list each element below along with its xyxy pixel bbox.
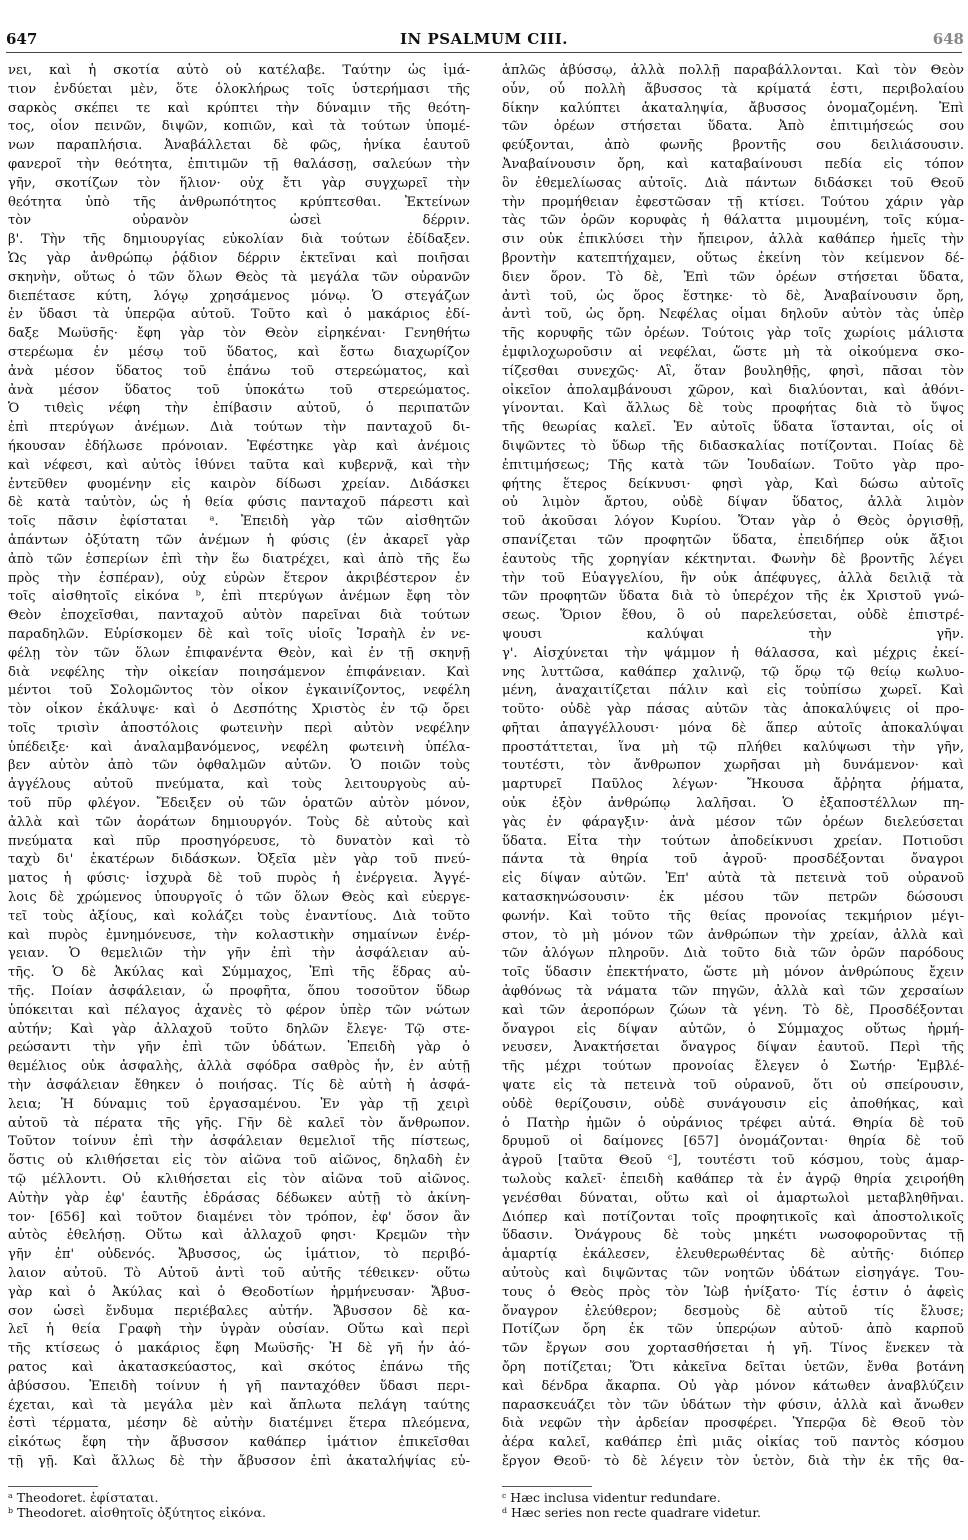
text-line: ἀβύσσου. Ἐπειδὴ τοίνυν ἡ γῆ πανταχόθεν ὕδασι περι- [8, 1378, 470, 1394]
text-line: ἐμφιλοχωροῦσιν αἱ νεφέλαι, ὥστε μὴ τὰ οἰκούμενα σκο- [502, 344, 964, 360]
text-line: Ὡς γὰρ ἀνθρώπῳ ῥᾴδιον δέρριν ἐκτεῖναι καὶ ποιῆσαι [8, 250, 470, 266]
running-title: IN PSALMUM CIII. [400, 30, 568, 48]
text-line: οἰκεῖον ἀπολαμβάνουσι χῶρον, καὶ διαλύονται, καὶ ἀθόνι- [502, 382, 964, 398]
text-line: ρατος καὶ ἀκατασκεύαστος, καὶ σκότος ἐπάνω τῆς [8, 1359, 470, 1375]
text-line: δίκην καλύπτει ἀκαταληψία, ἄβυσσος ὀνομαζομένη. Ἐπὶ [502, 100, 964, 116]
text-line: ἔργον Θεοῦ· τὸ δὲ λέγειν τὸν ὑετὸν, διὰ τὴν ἐκ τῆς θα- [502, 1453, 964, 1469]
page-header [0, 0, 968, 56]
text-line: ἀγγέλους αὐτοῦ πνεύματα, καὶ τοὺς λειτουργοὺς αὐ- [8, 777, 470, 793]
text-line: Τοῦτον τοίνυν ἐπὶ τὴν ἀσφάλειαν θεμελιοῖ τῆς πίστεως, [8, 1134, 470, 1150]
text-line: ἐν ὕδασι τὰ ὑπερῷα αὐτοῦ. Τοῦτο καὶ ὁ μακάριος ἐδί- [8, 307, 470, 323]
text-line: τοῖς πᾶσιν ἐφίσταται ᵃ. Ἐπειδὴ γὰρ τῶν αἰσθητῶν [8, 514, 470, 530]
footnotes-left [8, 1490, 470, 1520]
text-line: τους ὁ Θεὸς πρὸς τὸν Ἰὼβ ἠνίξατο· Τίς ἐστιν ὁ ἀφεὶς [502, 1284, 964, 1300]
text-line: θεότητα ὑπὸ τῆς ἀνθρωπότητος κρύπτεσθαι. Ἐκτείνων [8, 194, 470, 210]
text-line: καὶ δένδρα ἄκαρπα. Οὐ γὰρ μόνον κάτωθεν ἀναβλύζειν [502, 1378, 964, 1394]
text-line: ἀνὰ μέσον ὕδατος τοῦ ὑποκάτω τοῦ στερεώματος. [8, 382, 470, 398]
text-line: διψῶντες τὸ ὕδωρ τῆς διδασκαλίας ποτίζονται. Ποίας δὲ [502, 438, 964, 454]
footnotes-right [502, 1490, 964, 1520]
text-line: ἀγροῦ [ταῦτα Θεοῦ ᶜ], τουτέστι τοῦ κόσμου, τοὺς ἁμαρ- [502, 1153, 964, 1169]
text-line: παρασκευάζει τὸν τῶν ὑδάτων τὴν φύσιν, ἀλλὰ καὶ ἄνωθεν [502, 1397, 964, 1413]
text-line: παραδηλῶν. Εὑρίσκομεν δὲ καὶ τοῖς υἱοῖς Ἰσραὴλ ἐν νε- [8, 626, 470, 642]
text-line: ἐντεῦθεν φυομένην εἰς καιρὸν δίδωσι χρείαν. Διδάσκει [8, 476, 470, 492]
text-line: γ'. Αἰσχύνεται τὴν ψάμμον ἡ θάλασσα, καὶ μέχρις ἐκεί- [502, 645, 964, 661]
text-line: ἑαυτοὺς τῆς χορηγίαν κέκτηνται. Φωνὴν δὲ βροντῆς λέγει [502, 551, 964, 567]
text-line: προστάττεται, ἵνα μὴ τῷ πλήθει καλύψωσι τὴν γῆν, [502, 739, 964, 755]
text-line: αὐτήν; Καὶ γὰρ ἀλλαχοῦ τοῦτο δηλῶν ἔλεγε· Τῷ στε- [8, 1021, 470, 1037]
text-line: φεύξονται, ἀπὸ φωνῆς βροντῆς σου δειλιάσουσιν. [502, 138, 964, 154]
footnote: ᵇ Theodoret. αἰσθητοῖς ὀξύτητος εἰκόνα. [8, 1505, 266, 1520]
text-line: ὕδασιν. Ὀνάγρους δὲ τοὺς μηκέτι νωσοφοροῦντας τῇ [502, 1228, 964, 1244]
text-line: ὁ Πατὴρ ἡμῶν ὁ οὐράνιος τρέφει αὐτά. Θηρία δὲ τοῦ [502, 1115, 964, 1131]
footnote-rule-left [8, 1486, 98, 1487]
text-line: τοῖς ὕδασιν ἐπεκτήνατο, ὥστε μὴ μόνον ἀνθρώπους ἔχειν [502, 965, 964, 981]
text-line: τοῦ ἀκοῦσαι λόγον Κυρίου. Ὅταν γὰρ ὁ Θεὸς ὀργισθῇ, [502, 514, 964, 530]
text-line: τὸν οἶκον ἐκάλυψε· καὶ ὁ Δεσπότης Χριστὸς ἐν τῷ ὄρει [8, 702, 470, 718]
text-line: ἀπὸ τῶν ἑσπερίων ἐπὶ τὴν ἕω διατρέχει, καὶ ἀπὸ τῆς ἕω [8, 551, 470, 567]
text-line: Διόπερ καὶ ποτίζονται τοῖς προφητικοῖς καὶ ἀποστολικοῖς [502, 1209, 964, 1225]
text-line: ἀντὶ τοῦ, ὡς ὄρη. Νεφέλας οἶμαι δηλοῦν αὐτὸν τὰς ὑπὲρ [502, 307, 964, 323]
text-line: μέντοι τοῦ Σολομῶντος τὸν οἶκον ἐγκαινίζοντος, νεφέλη [8, 683, 470, 699]
footnote-rule-right [502, 1486, 592, 1487]
text-line: ματος ἡ φύσις· ἰσχυρὰ δὲ τοῦ πυρὸς ἡ ἐνέργεια. Ἀγγέ- [8, 871, 470, 887]
text-line: γειαν. Ὁ θεμελιῶν τὴν γῆν ἐπὶ τὴν ἀσφάλειαν αὐ- [8, 946, 470, 962]
text-line: τῆς θεωρίας καλεῖ. Ἐν αὐτοῖς ὕδατα ἵστανται, οἷς οἱ [502, 420, 964, 436]
text-line: νευσεν, Ἀνακτήσεται ὄναγρος δίψαν ἑαυτοῦ. Περὶ τῆς [502, 1040, 964, 1056]
header-rule [6, 52, 962, 53]
text-line: νει, καὶ ἡ σκοτία αὐτὸ οὐ κατέλαβε. Ταύτην ὡς ἱμά- [8, 63, 470, 78]
text-line: ψατε εἰς τὰ πετεινὰ τοῦ οὐρανοῦ, ὅτι οὐ σπείρουσιν, [502, 1078, 964, 1094]
text-line: γίνονται. Καὶ ἄλλως δὲ τοὺς προφήτας διὰ τὸ ὕψος [502, 401, 964, 417]
text-line: διεπέτασε κύτη, λόγῳ χρησάμενος μόνῳ. Ὁ στεγάζων [8, 288, 470, 304]
text-line: ἁμαρτίᾳ ἐκάλεσεν, ἐλευθερωθέντας δὲ αὐτῆς· διόπερ [502, 1247, 964, 1263]
text-line: σπανίζεται τῶν προφητῶν ὕδατα, ἐπειδήπερ οὐκ ἄξιοι [502, 532, 964, 548]
text-line: τοῦτο· οὐδὲ γὰρ πάσας αὐτῶν τὰς ἀποκαλύψεις οἱ προ- [502, 702, 964, 718]
text-line: αὐτοῦ τὰ πέρατα τῆς γῆς. Γῆν δὲ καλεῖ τὸν ἄνθρωπον. [8, 1115, 470, 1131]
text-line: ὄναγρον ἐλεύθερον; δεσμοὺς δὲ αὐτοῦ τίς ἔλυσε; [502, 1303, 964, 1319]
text-line: δὲ κατὰ ταὐτὸν, ὡς ἡ θεία φύσις πανταχοῦ πάρεστι καὶ [8, 495, 470, 511]
text-line: τῇ γῇ. Καὶ ἄλλως δὲ τὴν ἄβυσσον ἐπὶ ἀκαταλήψίας εὑ- [8, 1453, 470, 1469]
text-line: πρὸς τὴν ἑσπέραν), οὐχ εὑρὼν ἕτερον ἀκριβέστερον ἐν [8, 570, 470, 586]
text-line: ὃν ἐθεμελίωσας αὐτοῖς. Διὰ πάντων διδάσκει τοῦ Θεοῦ [502, 175, 964, 191]
text-line: νων παραπλήσια. Ἀναβάλλεται δὲ φῶς, ἡνίκα ἑαυτοῦ [8, 138, 470, 154]
text-line: πνεύματα καὶ πῦρ προσηγόρευσε, τὸ δυνατὸν καὶ τὸ [8, 833, 470, 849]
text-line: Θεὸν ἐποχεῖσθαι, πανταχοῦ αὐτὸν παρεῖναι διὰ τούτων [8, 608, 470, 624]
text-line: τὴν ἀσφάλειαν ἔθηκεν ὁ ποιήσας. Τίς δὲ αὐτὴ ἡ ἀσφά- [8, 1078, 470, 1094]
text-line: φέλῃ τὸν τῶν ὅλων ἐπιφανέντα Θεὸν, καὶ ἐν τῇ σκηνῇ [8, 645, 470, 661]
text-line: βεν αὐτὸν ἀπὸ τῶν ὀφθαλμῶν αὐτῶν. Ὁ ποιῶν τοὺς [8, 758, 470, 774]
text-line: Αὐτὴν γὰρ ἐφ' ἑαυτῆς ἑδράσας δέδωκεν αὐτῇ τὸ ἀκίνη- [8, 1190, 470, 1206]
text-line: ψουσι καλύψαι τὴν γῆν. [502, 626, 964, 642]
text-line: οὐδὲ θερίζουσιν, οὐδὲ συνάγουσιν εἰς ἀποθήκας, καὶ [502, 1096, 964, 1112]
text-line: σιν οὐκ ἐπικλύσει τὴν ἤπειρον, ἀλλὰ καθάπερ ἡμεῖς τὴν [502, 232, 964, 248]
text-line: λαιον αὐτοῦ. Τὸ Αὐτοῦ ἀντὶ τοῦ αὐτῆς τέθεικεν· οὕτω [8, 1266, 470, 1281]
text-line: τῶν ἔργων σου χορτασθήσεται ἡ γῆ. Τίνος ἕνεκεν τὰ [502, 1341, 964, 1357]
text-line: διεν ὅρον. Τὸ δὲ, Ἐπὶ τῶν ὀρέων στήσεται ὕδατα, [502, 269, 964, 285]
text-line: φῆται ἀπαγγέλλουσι· μόνα δὲ ἅπερ αὐτοῖς ἀποκαλύψαι [502, 720, 964, 736]
text-line: νης λυττῶσα, καθάπερ χαλινῷ, τῷ ὅρῳ τῷ θείῳ κωλυο- [502, 664, 964, 680]
text-line: μένη, ἀναχαιτίζεται πάλιν καὶ εἰς τοὐπίσω χωρεῖ. Καὶ [502, 683, 964, 699]
left-column [8, 62, 470, 1472]
text-line: ἀέρα καλεῖ, καθάπερ ἐπὶ μιᾶς οἰκίας τοῦ παντὸς κόσμου [502, 1435, 964, 1451]
text-line: τον· [656] καὶ τοῦτον διαμένει τὸν τρόπον, ἐφ' ὅσον ἂν [8, 1209, 470, 1225]
text-line: β'. Τὴν τῆς δημιουργίας εὐκολίαν διὰ τούτων ἐδίδαξεν. [8, 232, 470, 248]
text-line: Ποτίζων ὄρη ἐκ τῶν ὑπερῴων αὐτοῦ· ἀπὸ καρποῦ [502, 1322, 964, 1338]
page-number-left: 647 [6, 30, 38, 48]
text-line: ἐστὶ τέρματα, μέσην δὲ αὐτὴν διατέμνει ἕτερα πλεόμενα, [8, 1416, 470, 1432]
text-line: καὶ πυρὸς ἐμνημόνευσε, τὴν κολαστικὴν σημαίνων ἐνέρ- [8, 927, 470, 943]
text-line: ἁπλῶς ἀβύσσῳ, ἀλλὰ πολλῇ παραβάλλονται. Καὶ τὸν Θεὸν [502, 63, 964, 78]
text-line: διὰ νεφῶν τὴν ἀρδείαν προσφέρει. Ὑπερῷα δὲ Θεοῦ τὸν [502, 1416, 964, 1432]
text-line: γῆν ἐπ' οὐδενός. Ἄβυσσος, ὡς ἱμάτιον, τὸ περιβό- [8, 1247, 470, 1263]
text-line: τῆς κτίσεως ὁ μακάριος ἔφη Μωϋσῆς· Ἡ δὲ γῆ ἦν ἀό- [8, 1341, 470, 1357]
text-line: διὰ νεφέλης τὴν οἰκείαν ποιησάμενον ἐπιφάνειαν. Καὶ [8, 664, 470, 680]
text-line: τὴν τοῦ Εὐαγγελίου, ἣν οὐκ ἀπέφυγες, ἀλλὰ δειλιᾷ τὰ [502, 570, 964, 586]
text-line: τιον ἐνδύεται μὲν, ὅτε ὁλοκλήρως τοῖς ὑστερήμασι τῆς [8, 81, 470, 97]
text-line: στερέωμα ἐν μέσῳ τοῦ ὕδατος, καὶ ἔστω διαχωρίζον [8, 344, 470, 360]
right-column [502, 62, 964, 1472]
text-line: αὐτοὺς καὶ διψῶντας τῶν νοητῶν ὑδάτων εἰσηγάγε. Του- [502, 1266, 964, 1281]
footnote: ᵈ Hæc series non recte quadrare videtur. [502, 1505, 761, 1520]
text-line: τῆς. Ποίαν ἀσφάλειαν, ὦ προφῆτα, ὅπου τοσοῦτον ὕδωρ [8, 984, 470, 1000]
text-line: τὰς τῶν ὀρῶν κορυφὰς ἡ θάλαττα μιμουμένη, τοῖς κύμα- [502, 213, 964, 229]
text-line: βροντὴν κατεπτήχαμεν, οὕτως ἐκείνη τὸν κείμενον δέ- [502, 250, 964, 266]
text-line: λεῖ ἡ θεία Γραφὴ τὴν ὑγρὰν οὐσίαν. Οὕτω καὶ περὶ [8, 1322, 470, 1338]
text-line: αὐτὸς ἐθελήσῃ. Οὕτω καὶ ἀλλαχοῦ φησι· Κρεμῶν τὴν [8, 1228, 470, 1244]
text-line: τῆς μέχρι τούτων προνοίας ἔλεγεν ὁ Σωτήρ· Ἐμβλέ- [502, 1059, 964, 1075]
footnote: ᶜ Hæc inclusa videntur redundare. [502, 1490, 721, 1505]
text-line: ὄρη ποτίζεται; Ὅτι κἀκεῖνα δεῖται ὑετῶν, ἔνθα βοτάνη [502, 1359, 964, 1375]
footnote: ᵃ Theodoret. ἐφίσταται. [8, 1490, 159, 1505]
text-line: τίζεσθαι συνεχῶς· Αἳ, ὅταν βουληθῇς, φησὶ, πᾶσαι τὸν [502, 363, 964, 379]
text-line: οὐ λιμὸν ἄρτου, οὐδὲ δίψαν ὕδατος, ἀλλὰ λιμὸν [502, 495, 964, 511]
text-line: ἀφθόνως τὰ νάματα τῶν πηγῶν, ἀλλὰ καὶ τῶν χερσαίων [502, 984, 964, 1000]
text-line: καὶ τῶν ἀεροπόρων ζώων τὰ γένη. Τὸ δὲ, Προσδέξονται [502, 1002, 964, 1018]
text-line: τῶν προφητῶν ὕδατα διὰ τὸ ὑπερέχον τῆς ἐκ Χριστοῦ γνώ- [502, 589, 964, 605]
text-line: ὑπόκειται καὶ πέλαγος ἀχανὲς τὸ φέρον ὑπὲρ τῶν νώτων [8, 1002, 470, 1018]
text-line: οὐκ ἐξὸν ἀνθρώπῳ λαλῆσαι. Ὁ ἐξαποστέλλων πη- [502, 796, 964, 812]
text-line: καὶ νέφεσι, καὶ αὐτὸς ἰθύνει ταῦτα καὶ κυβερνᾷ, καὶ τὴν [8, 457, 470, 473]
text-line: έχεται, καὶ τὰ μεγάλα μὲν καὶ ἄπλωτα πελάγη ταύτης [8, 1397, 470, 1413]
text-line: πάντα τὰ θηρία τοῦ ἀγροῦ· προσδέξονται ὄναγροι [502, 852, 964, 868]
text-line: γῆν, σκοτίζων τὸν ἥλιον· οὐχ ἔτι γὰρ συγχωρεῖ τὴν [8, 175, 470, 191]
text-line: ὕδατα. Εἶτα τὴν τούτων ἀποδείκνυσι χρείαν. Ποτιοῦσι [502, 833, 964, 849]
text-line: γὰς ἐν φάραγξιν· ἀνὰ μέσον τῶν ὀρέων διελεύσεται [502, 814, 964, 830]
text-line: φήτης ἕτερος δείκνυσι· φησὶ γὰρ, Καὶ δώσω αὐτοῖς [502, 476, 964, 492]
text-line: ὅστις οὐ κλιθήσεται εἰς τὸν αἰῶνα τοῦ αἰῶνος, δηλαδὴ ἐν [8, 1153, 470, 1169]
text-line: ρεώσαντι τὴν γῆν ἐπὶ τῶν ὑδάτων. Ἐπειδὴ γὰρ ὁ [8, 1040, 470, 1056]
text-line: μαρτυρεῖ Παῦλος λέγων· Ἤκουσα ἄῤῥητα ῥήματα, [502, 777, 964, 793]
text-line: ἐπιτιμήσεως; Τῆς κατὰ τῶν Ἰουδαίων. Τοῦτο γὰρ προ- [502, 457, 964, 473]
page-number-right: 648 [932, 30, 964, 48]
text-line: σον ὡσεὶ ἔνδυμα περιέβαλες αὐτήν. Ἄβυσσον δὲ κα- [8, 1303, 470, 1319]
text-line: κατασκηνώσουσιν· ἐκ μέσου τῶν πετρῶν δώσουσι [502, 890, 964, 906]
text-line: τωλοὺς καλεῖ· ἐπειδὴ καθάπερ τὰ ἐν ἀγρῷ θηρία χειροήθη [502, 1172, 964, 1188]
text-line: δαξε Μωϋσῆς· ἔφη γὰρ τὸν Θεὸν εἰρηκέναι· Γενηθήτω [8, 326, 470, 342]
text-line: τῶν ἀλόγων πληροῦν. Διὰ τοῦτο διὰ τῶν ὀρῶν παρόδους [502, 946, 964, 962]
text-line: τοῖς αἰσθητοῖς εἰκόνα ᵇ, ἐπὶ πτερύγων ἀνέμων ἔφη τὸν [8, 589, 470, 605]
text-line: τος, οἷον πεινῶν, διψῶν, κοπιῶν, καὶ τὰ τούτων ὑπομέ- [8, 119, 470, 135]
text-line: Ὁ τιθεὶς νέφη τὴν ἐπίβασιν αὐτοῦ, ὁ περιπατῶν [8, 401, 470, 417]
text-line: τοῦ πῦρ φλέγον. Ἔδειξεν οὐ τῶν ὁρατῶν αὐτὸν μόνον, [8, 796, 470, 812]
text-line: σκηνὴν, οὕτως ὁ τῶν ὅλων Θεὸς τὰ μεγάλα τῶν οὐρανῶν [8, 269, 470, 285]
text-line: Ἀναβαίνουσιν ὄρη, καὶ καταβαίνουσι πεδία εἰς τόπον [502, 156, 964, 172]
text-line: στον, τὸ μὴ μόνον τῶν ἀνθρώπων τὴν χρείαν, ἀλλὰ καὶ [502, 927, 964, 943]
text-line: γενέσθαι δύναται, οὕτω καὶ οἱ ἁμαρτωλοὶ μεταβληθῆναι. [502, 1190, 964, 1206]
text-line: ήκουσαν ἐδήλωσε πρόνοιαν. Ἐφέστηκε γὰρ καὶ ἀνέμοις [8, 438, 470, 454]
text-line: τεῖ τοὺς ἀξίους, καὶ κολάζει τοὺς ἐναντίους. Διὰ τοῦτο [8, 908, 470, 924]
text-line: φωνήν. Καὶ τοῦτο τῆς θείας προνοίας τεκμήριον μέγι- [502, 908, 964, 924]
text-line: ἐπὶ πτερύγων ἀνέμων. Διὰ τούτων τὴν πανταχοῦ δι- [8, 420, 470, 436]
text-line: ἀλλὰ καὶ τῶν ἀοράτων δημιουργόν. Τοὺς δὲ αὐτοὺς καὶ [8, 814, 470, 830]
text-line: λοις δὲ χρώμενος ὑπουργοῖς ὁ τῶν ὅλων Θεὸς καὶ εὐεργε- [8, 890, 470, 906]
text-line: γὰρ καὶ ὁ Ἀκύλας καὶ ὁ Θεοδοτίων ἡρμήνευσαν· Ἄβυσ- [8, 1284, 470, 1300]
text-line: δρυμοῦ οἱ δαίμονες [657] ὀνομάζονται· θηρία δὲ τοῦ [502, 1134, 964, 1150]
text-line: τὴν προμήθειαν ἐφεστῶσαν τῇ κτίσει. Τούτου χάριν γὰρ [502, 194, 964, 210]
text-line: οὖν, οὗ πολλὴ ἄβυσσος τὰ κρίματά ἐστι, περιβολαίου [502, 81, 964, 97]
text-line: ὄναγροι εἰς δίψαν αὐτῶν, ὁ Σύμμαχος οὕτως ἡρμή- [502, 1021, 964, 1037]
text-line: θεμέλιος οὐκ ἀσφαλὴς, ἀλλὰ σφόδρα σαθρὸς ἦν, ἐν αὐτῇ [8, 1059, 470, 1075]
text-line: ἀνὰ μέσον ὕδατος τοῦ ἐπάνω τοῦ στερεώματος, καὶ [8, 363, 470, 379]
text-line: λεια; Ἡ δύναμις τοῦ ἐργασαμένου. Ἐν γὰρ τῇ χειρὶ [8, 1096, 470, 1112]
text-line: εἰς δίψαν αὐτῶν. Ἐπ' αὐτὰ τὰ πετεινὰ τοῦ οὐρανοῦ [502, 871, 964, 887]
text-line: σεως. Ὅριον ἔθου, ὃ οὐ παρελεύσεται, οὐδὲ ἐπιστρέ- [502, 608, 964, 624]
text-line: τουτέστι, τὸν ἄνθρωπον χωρῆσαι μὴ δυνάμενον· καὶ [502, 758, 964, 774]
text-line: εἰκότως ἔφη τὴν ἄβυσσον καθάπερ ἱμάτιον ἐπικεῖσθαι [8, 1435, 470, 1451]
text-line: τοῖς τρισὶν ἀποστόλοις φωτεινὴν περὶ αὐτὸν νεφέλην [8, 720, 470, 736]
text-line: τῶν ὀρέων στήσεται ὕδατα. Ἀπὸ ἐπιτιμήσεώς σου [502, 119, 964, 135]
text-line: τὸν οὐρανὸν ὡσεὶ δέρριν. [8, 213, 470, 229]
text-line: τῆς κορυφῆς τῶν ὀρέων. Τούτοις γὰρ τοῖς χωρίοις μάλιστα [502, 326, 964, 342]
text-line: φανεροῖ τὴν θεότητα, ἐπιτιμῶν τῇ θαλάσσῃ, σαλεύων τὴν [8, 156, 470, 172]
text-line: ὑπέδειξε· καὶ ἀναλαμβανόμενος, νεφέλη φωτεινὴ ὑπέλα- [8, 739, 470, 755]
text-line: τῷ μέλλοντι. Οὐ κλιθήσεται εἰς τὸν αἰῶνα τοῦ αἰῶνος. [8, 1172, 470, 1188]
text-line: ταχὺ δι' ἑκατέρων διδάσκων. Ὀξεῖα μὲν γὰρ τοῦ πνεύ- [8, 852, 470, 868]
text-line: σαρκὸς σκέπει τε καὶ κρύπτει τὴν δύναμιν τῆς θεότη- [8, 100, 470, 116]
text-line: ἀντὶ τοῦ, ὡς ὅρος ἕστηκε· τὸ δὲ, Ἀναβαίνουσιν ὄρη, [502, 288, 964, 304]
text-line: τῆς. Ὁ δὲ Ἀκύλας καὶ Σύμμαχος, Ἐπὶ τῆς ἕδρας αὐ- [8, 965, 470, 981]
text-line: ἁπάντων ὀξύτατη τῶν ἀνέμων ἡ φύσις (ἐν ἀκαρεῖ γὰρ [8, 532, 470, 548]
